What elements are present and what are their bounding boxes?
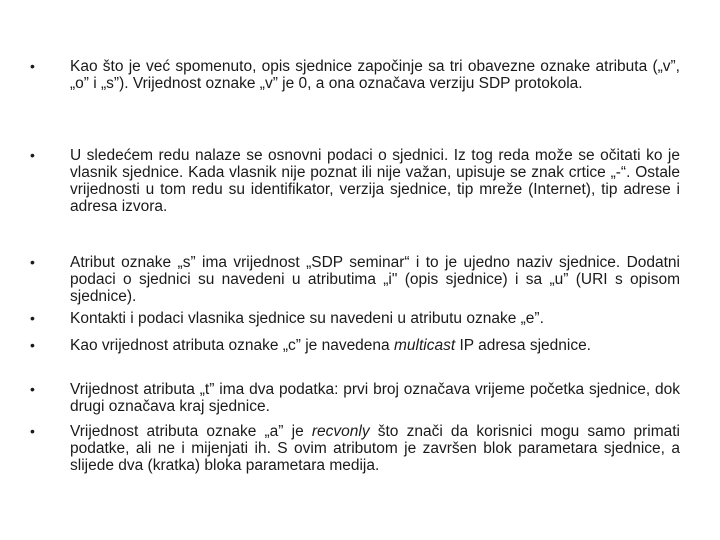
bullet-icon: • <box>30 310 35 326</box>
bullet-icon: • <box>30 254 35 270</box>
bullet-text: Kao što je već spomenuto, opis sjednice započinje sa tri obavezne oznake atributa („v”, „o” i „s”). Vrijednost oznake „v” je 0, a ona označava verziju SDP protokola. <box>70 58 680 92</box>
bullet-icon: • <box>30 147 35 163</box>
bullet-icon: • <box>30 58 35 74</box>
bullet-icon: • <box>30 423 35 439</box>
recvonly-term: recvonly <box>311 423 370 440</box>
multicast-term: multicast <box>393 337 456 354</box>
bullet-text: Vrijednost atributa oznake „a” je recvonly što znači da korisnici mogu samo primati podatke, ali ne i mijenjati ih. S ovim atributom je završen blok parametara sjednice, a slijede dva (kratka) bloka parametara medija. <box>70 423 680 474</box>
bullet-item-6 <box>30 381 680 415</box>
bullet-text: U sledećem redu nalaze se osnovni podaci o sjednici. Iz tog reda može se očitati ko je vlasnik sjednice. Kada vlasnik nije poznat ili nije važan, upisuje se znak crtice „-“. Ostale vrijednosti u tom redu su identifikator, verzija sjednice, tip mreže (Internet), tip adrese i adresa izvora. <box>70 147 680 215</box>
bullet-text: Kontakti i podaci vlasnika sjednice su navedeni u atributu oznake „e”. <box>70 310 544 327</box>
bullet-item-2 <box>30 147 680 215</box>
bullet-item-5 <box>30 337 680 354</box>
bullet-icon: • <box>30 337 35 353</box>
bullet-item-4 <box>30 310 680 327</box>
bullet-item-1 <box>30 58 680 92</box>
bullet-text: Kao vrijednost atributa oznake „c” je navedena multicast IP adresa sjednice. <box>70 337 591 354</box>
bullet-icon: • <box>30 381 35 397</box>
bullet-text: Atribut oznake „s” ima vrijednost „SDP seminar“ i to je ujedno naziv sjednice. Dodatni podaci o sjednici su navedeni u atributima „i" (opis sjednice) i sa „u” (URI s opisom sjednice). <box>70 254 680 305</box>
bullet-item-3 <box>30 254 680 305</box>
bullet-item-7 <box>30 423 680 474</box>
bullet-text: Vrijednost atributa „t” ima dva podatka: prvi broj označava vrijeme početka sjednice, dok drugi označava kraj sjednice. <box>70 381 680 415</box>
